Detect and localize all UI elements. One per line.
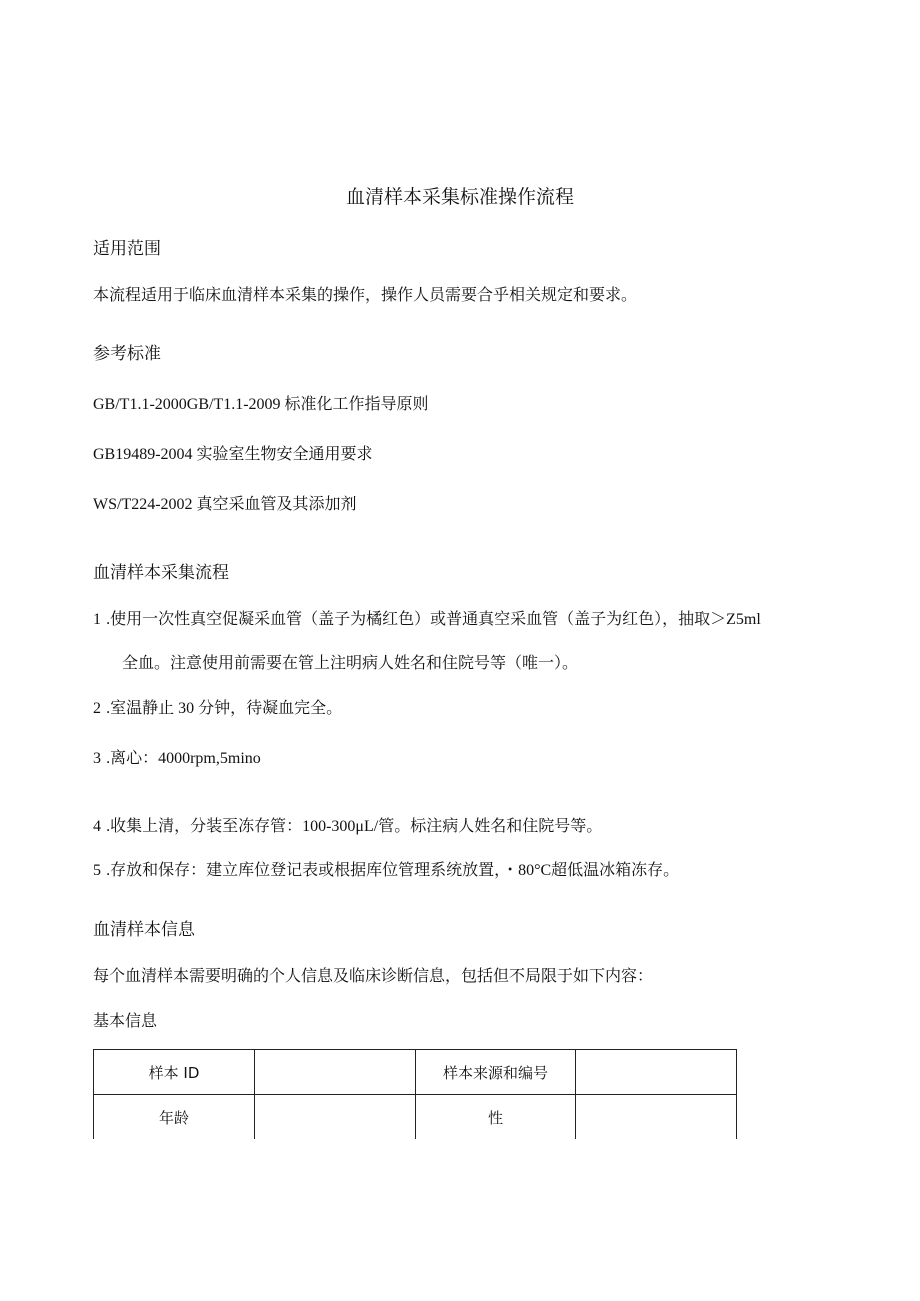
- table-cell: 样本 ID: [94, 1050, 255, 1095]
- table-cell: [255, 1050, 416, 1095]
- procedure-step: [93, 860, 679, 881]
- step-number: 5: [93, 862, 101, 879]
- references-heading: 参考标准: [93, 344, 161, 364]
- step-number: 4: [93, 818, 101, 835]
- procedure-step-continuation: 全血。注意使用前需要在管上注明病人姓名和住院号等（唯一）。: [122, 653, 579, 672]
- sample-info-heading: 血清样本信息: [93, 920, 195, 940]
- step-text: .室温静止 30 分钟，待凝血完全。: [106, 700, 343, 717]
- table-cell: [576, 1050, 737, 1095]
- table-cell: 年龄: [94, 1095, 255, 1140]
- table-cell: 样本来源和编号: [416, 1050, 576, 1095]
- basic-info-table: [93, 1049, 737, 1139]
- table-cell: [576, 1095, 737, 1140]
- reference-item: GB/T1.1-2000GB/T1.1-2009 标准化工作指导原则: [93, 396, 429, 413]
- scope-heading: 适用范围: [93, 239, 161, 259]
- reference-item: GB19489-2004 实验室生物安全通用要求: [93, 446, 373, 463]
- procedure-heading: 血清样本采集流程: [93, 563, 229, 583]
- step-number: 3: [93, 750, 101, 767]
- procedure-step: [93, 748, 261, 769]
- table-row: [94, 1050, 737, 1095]
- step-number: 2: [93, 700, 101, 717]
- table-row: [94, 1095, 737, 1140]
- table-cell: [255, 1095, 416, 1140]
- table-cell: 性: [416, 1095, 576, 1140]
- step-text: .使用一次性真空促凝采血管（盖子为橘红色）或普通真空采血管（盖子为红色），抽取＞Z5ml: [106, 611, 761, 628]
- step-text: .离心：4000rpm,5mino: [106, 750, 261, 767]
- page-title: 血清样本采集标准操作流程: [345, 186, 574, 208]
- procedure-step: [93, 698, 342, 719]
- reference-item: WS/T224-2002 真空采血管及其添加剂: [93, 496, 357, 513]
- scope-text: 本流程适用于临床血清样本采集的操作，操作人员需要合乎相关规定和要求。: [93, 285, 638, 304]
- procedure-step: [93, 816, 602, 837]
- step-text: .存放和保存：建立库位登记表或根据库位管理系统放置，・80°C超低温冰箱冻存。: [106, 862, 680, 879]
- step-number: 1: [93, 611, 101, 628]
- basic-info-label: 基本信息: [93, 1011, 158, 1030]
- sample-info-intro: 每个血清样本需要明确的个人信息及临床诊断信息，包括但不局限于如下内容：: [93, 966, 654, 985]
- step-text: .收集上清，分装至冻存管：100-300μL/管。标注病人姓名和住院号等。: [106, 818, 603, 835]
- procedure-step: [93, 609, 761, 630]
